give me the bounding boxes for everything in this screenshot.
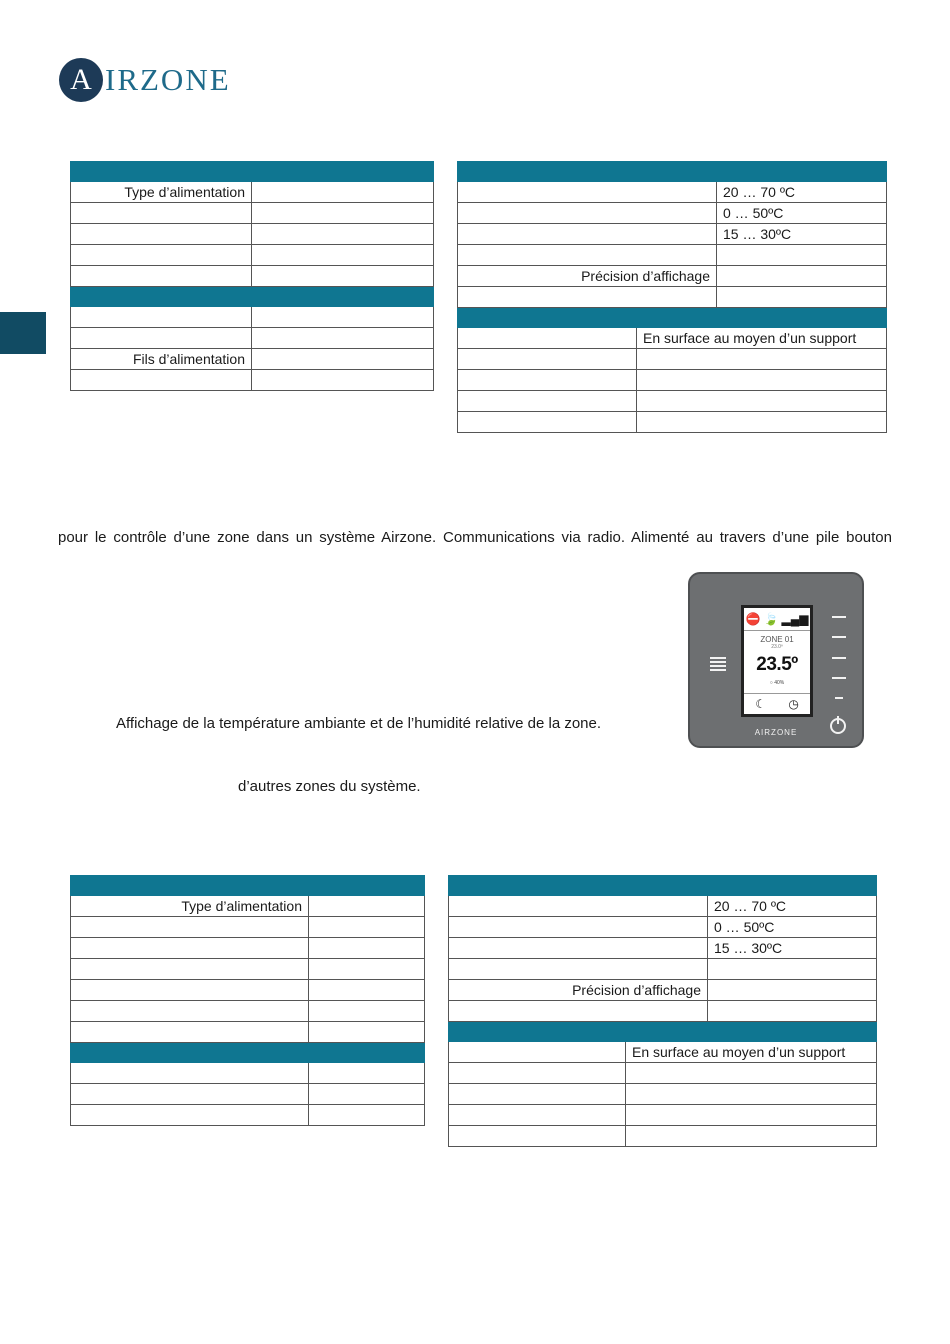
airzone-logo xyxy=(59,57,231,103)
cell-value: 0 … 50ºC xyxy=(708,917,877,938)
indicator-dash xyxy=(832,677,846,679)
table-header xyxy=(71,287,434,307)
cell-value: 15 … 30ºC xyxy=(708,938,877,959)
body-text-line: pour le contrôle d’une zone dans un système Airzone. Communications via radio. Alimenté au travers d’une pile bouton xyxy=(58,529,892,546)
body-text-line: Affichage de la température ambiante et de l’humidité relative de la zone. xyxy=(116,715,602,732)
table-row xyxy=(449,896,877,917)
body-text-line: d’autres zones du système. xyxy=(238,778,421,795)
leaf-icon: 🍃 xyxy=(763,612,779,626)
cell-label: Type d’alimentation xyxy=(71,896,309,917)
logo-mark xyxy=(59,58,103,102)
table-row xyxy=(449,1105,877,1126)
table-row xyxy=(71,1084,425,1105)
table-row xyxy=(458,391,887,412)
table-row xyxy=(449,959,877,980)
humidity-reading: ○ 40% xyxy=(769,680,785,686)
table-row xyxy=(71,959,425,980)
table-row xyxy=(449,917,877,938)
table-row xyxy=(71,1063,425,1084)
table-row xyxy=(71,266,434,287)
indicator-dash xyxy=(832,616,846,618)
cell-value: 20 … 70 ºC xyxy=(708,896,877,917)
logo-wordmark-text: IRZONE xyxy=(105,62,231,97)
table-row xyxy=(71,980,425,1001)
table-row xyxy=(458,328,887,349)
table-row xyxy=(449,1084,877,1105)
table-row xyxy=(458,224,887,245)
cell-label: Précision d’affichage xyxy=(449,980,708,1001)
cell-value: 20 … 70 ºC xyxy=(717,182,887,203)
table-row xyxy=(71,917,425,938)
cell-label: Type d’alimentation xyxy=(71,182,252,203)
table-row xyxy=(71,245,434,266)
table-row xyxy=(458,349,887,370)
spec-table-temperature-bottom xyxy=(448,875,877,1147)
cell-label: Fils d’alimentation xyxy=(71,349,252,370)
sleep-icon: ☾ xyxy=(755,697,766,711)
screen-icons xyxy=(744,608,810,631)
table-header xyxy=(71,1043,425,1063)
table-row xyxy=(71,1022,425,1043)
logo-letter: A xyxy=(70,63,92,96)
stop-icon: ⛔ xyxy=(745,612,761,626)
spec-table-power-top xyxy=(70,161,434,391)
screen-bottom-icons xyxy=(744,693,810,714)
signal-icon: ▂▄▆ xyxy=(781,612,809,626)
table-row xyxy=(458,203,887,224)
table-header xyxy=(458,308,887,328)
indicator-dash xyxy=(832,636,846,638)
cell-label: Précision d’affichage xyxy=(458,266,717,287)
table-row xyxy=(449,1063,877,1084)
setpoint: 23.0º xyxy=(771,644,783,650)
table-row xyxy=(71,370,434,391)
table-header xyxy=(71,162,434,182)
table-row xyxy=(71,224,434,245)
table-row xyxy=(71,349,434,370)
cell-value: 0 … 50ºC xyxy=(717,203,887,224)
table-row xyxy=(449,1001,877,1022)
device-brand: AIRZONE xyxy=(754,728,798,737)
table-row xyxy=(71,896,425,917)
table-row xyxy=(458,287,887,308)
thermostat-screen xyxy=(741,605,813,717)
table-row xyxy=(458,266,887,287)
table-header xyxy=(449,1022,877,1042)
table-row xyxy=(71,938,425,959)
table-row xyxy=(449,980,877,1001)
spec-table-power-bottom xyxy=(70,875,425,1126)
table-row xyxy=(71,182,434,203)
logo-wordmark xyxy=(105,62,231,98)
table-header xyxy=(449,876,877,896)
table-row xyxy=(458,412,887,433)
cell-value: En surface au moyen d’un support xyxy=(637,328,887,349)
table-header xyxy=(71,876,425,896)
table-row xyxy=(458,182,887,203)
table-row xyxy=(449,938,877,959)
indicator-dash xyxy=(835,697,843,699)
table-row xyxy=(458,370,887,391)
section-tab xyxy=(0,312,46,354)
table-row xyxy=(458,245,887,266)
table-header xyxy=(458,162,887,182)
cell-value: En surface au moyen d’un support xyxy=(626,1042,877,1063)
menu-icon xyxy=(710,657,726,671)
thermostat-image xyxy=(688,572,864,748)
table-row xyxy=(71,307,434,328)
clock-icon: ◷ xyxy=(788,697,799,711)
table-row xyxy=(71,328,434,349)
table-row xyxy=(71,203,434,224)
table-row xyxy=(449,1126,877,1147)
temperature-reading: 23.5º xyxy=(756,654,798,675)
table-row xyxy=(71,1105,425,1126)
cell-value: 15 … 30ºC xyxy=(717,224,887,245)
table-row xyxy=(449,1042,877,1063)
table-row xyxy=(71,1001,425,1022)
indicator-dash xyxy=(832,657,846,659)
spec-table-temperature-top xyxy=(457,161,887,433)
zone-name: ZONE 01 xyxy=(760,635,794,644)
